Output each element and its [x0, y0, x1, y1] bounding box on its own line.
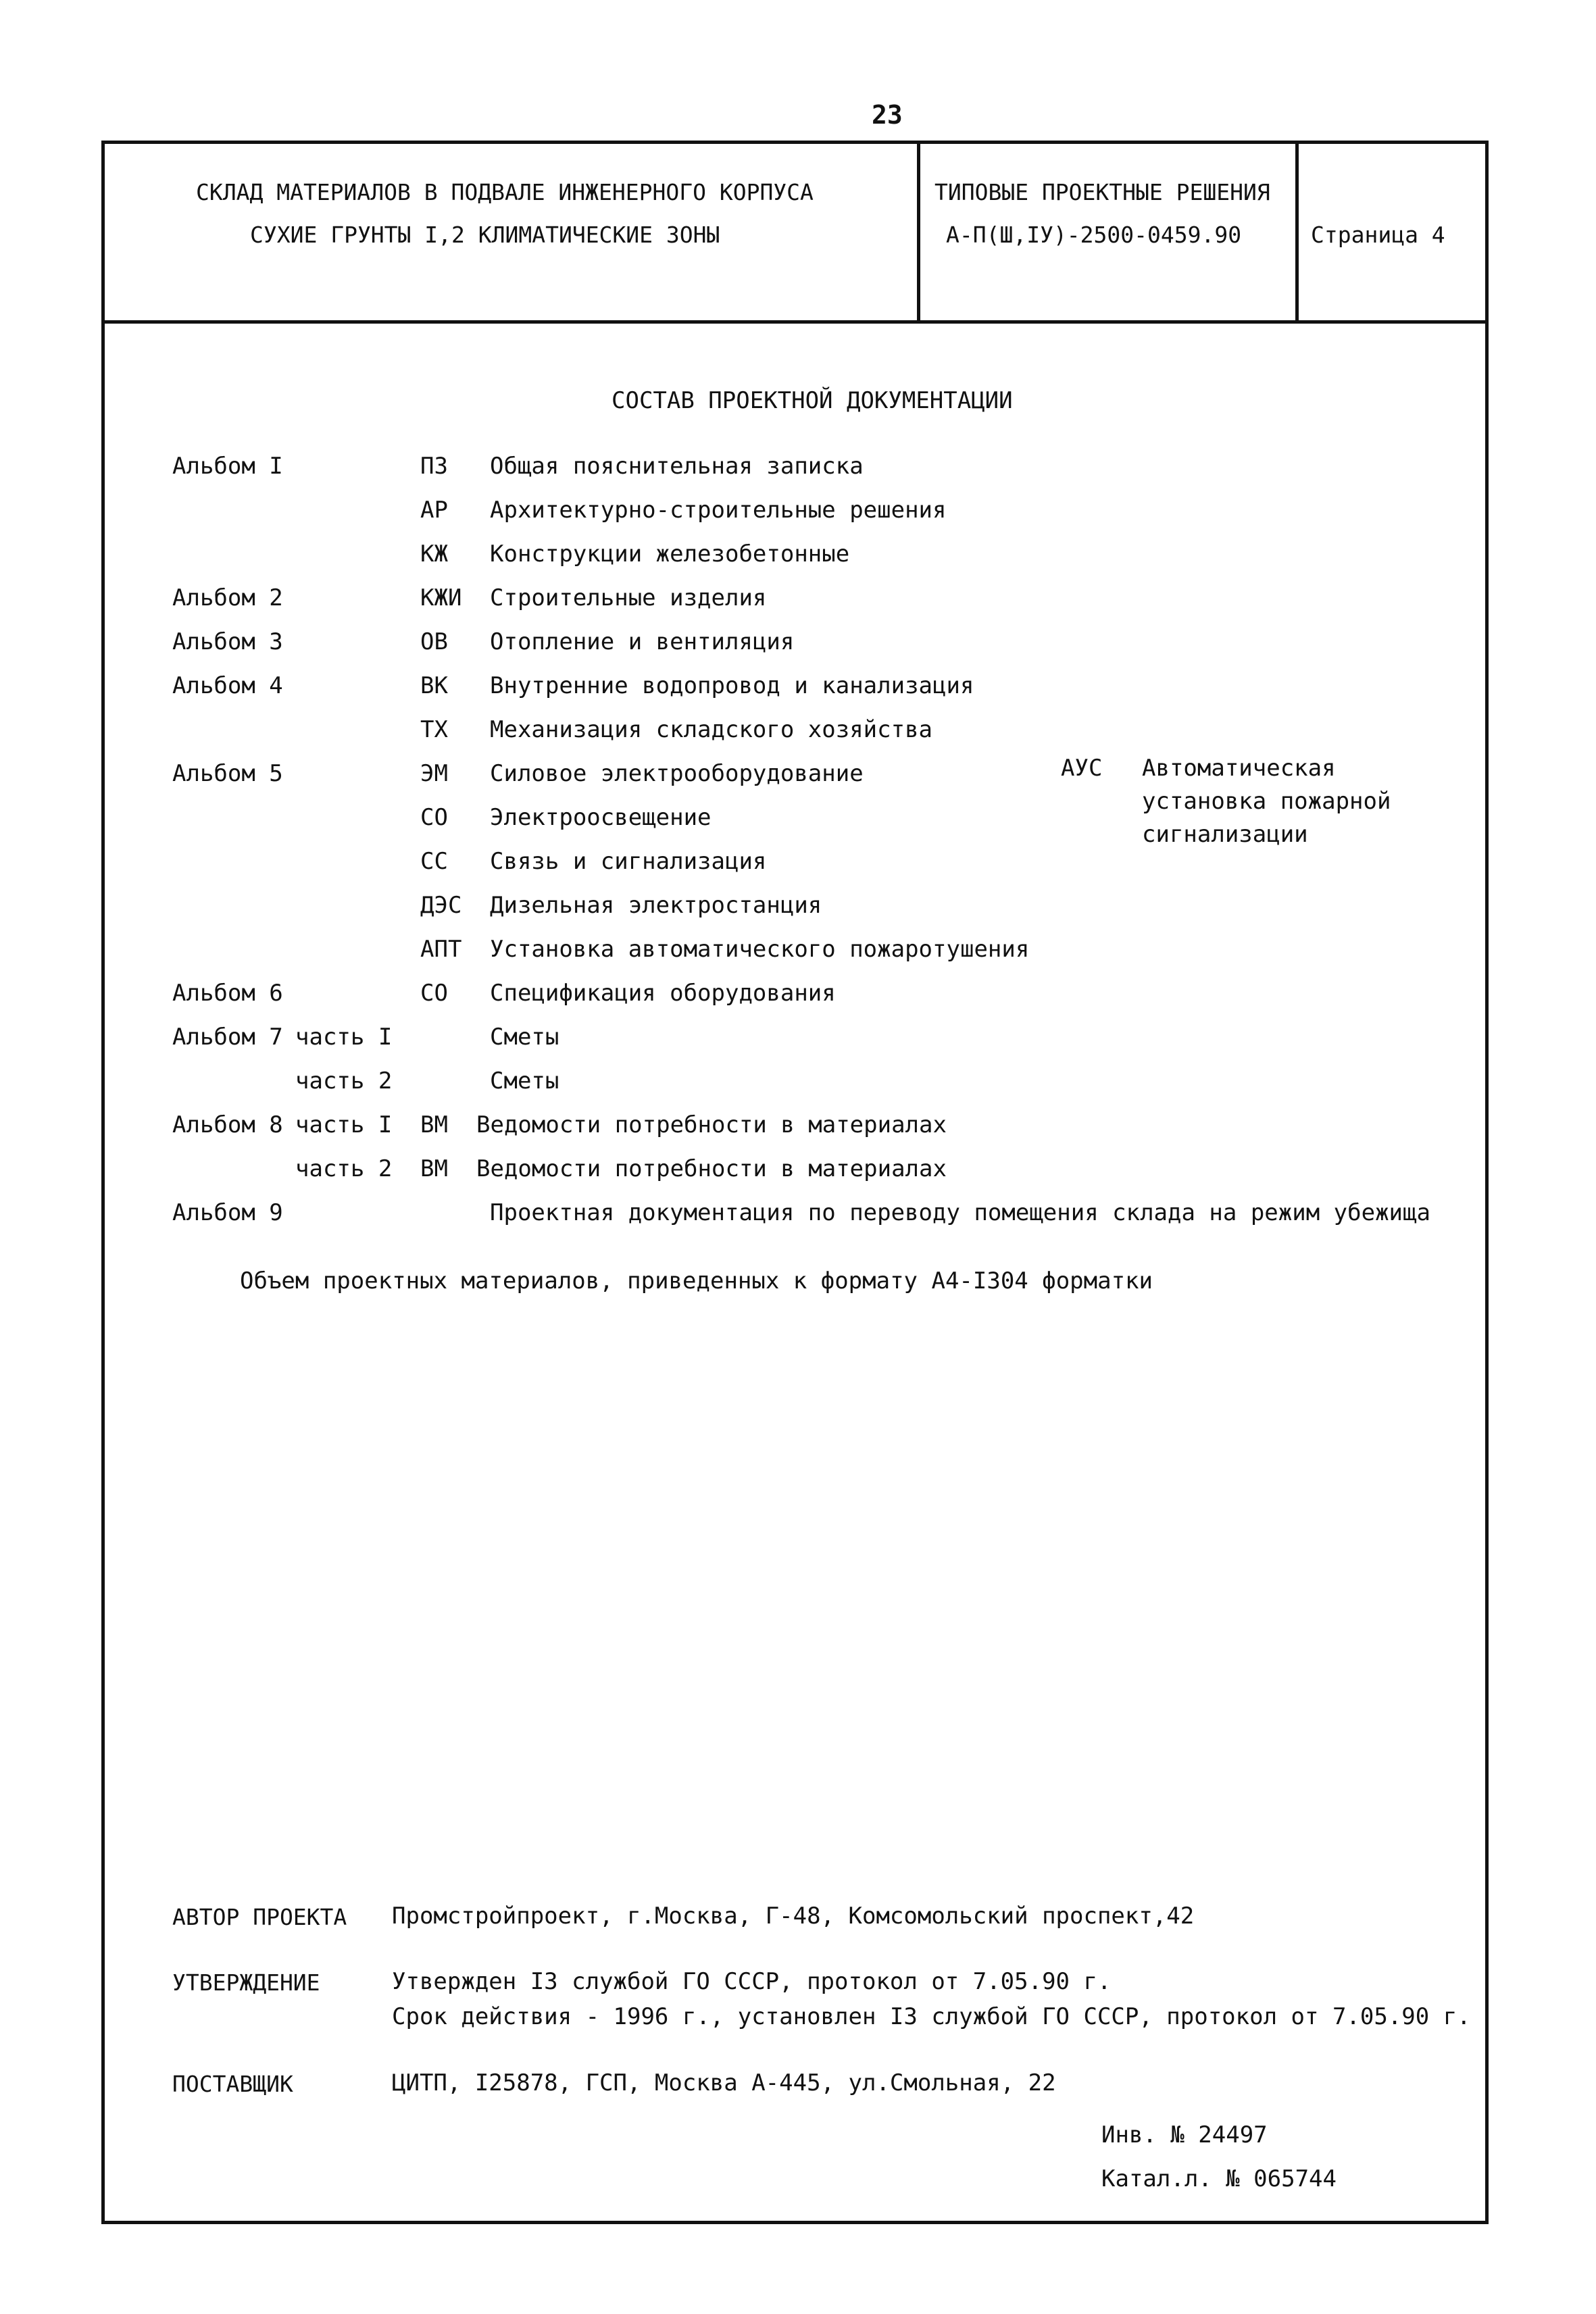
row-title: Сметы — [490, 1067, 559, 1095]
side-note-line2: установка пожарной — [1142, 788, 1391, 815]
row-code: КЖ — [420, 540, 448, 568]
row-code: СС — [420, 848, 448, 875]
row-code: ТХ — [420, 716, 448, 743]
page-number: 23 — [872, 100, 903, 130]
row-title: Проектная документация по переводу помещения склада на режим убежища — [490, 1199, 1430, 1226]
row-album: Альбом 6 — [172, 980, 283, 1007]
supplier-label: ПОСТАВЩИК — [172, 2071, 293, 2097]
row-title: Механизация складского хозяйства — [490, 716, 933, 743]
supplier-value: ЦИТП, I25878, ГСП, Москва А-445, ул.Смольная, 22 — [392, 2069, 1056, 2096]
approval-line1: Утвержден I3 службой ГО СССР, протокол от 7.05.90 г. — [392, 1968, 1112, 1995]
catalog-number: Катал.л. № 065744 — [1101, 2165, 1337, 2192]
side-note-line3: сигнализации — [1142, 821, 1308, 848]
row-code: ДЭС — [420, 892, 462, 919]
volume-text: Объем проектных материалов, приведенных к формату А4-I304 форматки — [240, 1267, 1153, 1294]
header-title-line2: СУХИЕ ГРУНТЫ I,2 КЛИМАТИЧЕСКИЕ ЗОНЫ — [250, 222, 720, 248]
row-part: часть 2 — [295, 1067, 393, 1095]
row-album: Альбом 9 — [172, 1199, 283, 1226]
row-title: Строительные изделия — [490, 584, 767, 611]
approval-line2: Срок действия - 1996 г., установлен I3 службой ГО СССР, протокол от 7.05.90 г. — [392, 2003, 1471, 2030]
row-title: Ведомости потребности в материалах — [476, 1111, 947, 1138]
row-code: ВМ — [420, 1155, 448, 1182]
row-code: АПТ — [420, 936, 462, 963]
row-part: часть I — [295, 1024, 393, 1051]
row-code: КЖИ — [420, 584, 462, 611]
row-title: Силовое электрооборудование — [490, 760, 864, 787]
row-album: Альбом 8 — [172, 1111, 283, 1138]
row-code: СО — [420, 980, 448, 1007]
row-title: Конструкции железобетонные — [490, 540, 850, 568]
row-album: Альбом 3 — [172, 628, 283, 655]
row-part: часть 2 — [295, 1155, 393, 1182]
header-series-line1: ТИПОВЫЕ ПРОЕКТНЫЕ РЕШЕНИЯ — [934, 179, 1270, 205]
author-label: АВТОР ПРОЕКТА — [172, 1904, 347, 1930]
inventory-number: Инв. № 24497 — [1101, 2121, 1268, 2148]
row-title: Общая пояснительная записка — [490, 453, 864, 480]
row-album: Альбом I — [172, 453, 283, 480]
header-page-label: Страница 4 — [1311, 222, 1445, 248]
row-title: Спецификация оборудования — [490, 980, 836, 1007]
header-divider — [101, 320, 1489, 324]
row-title: Архитектурно-строительные решения — [490, 497, 947, 524]
row-title: Дизельная электростанция — [490, 892, 822, 919]
row-album: Альбом 2 — [172, 584, 283, 611]
header-series-code: А-П(Ш,IУ)-2500-0459.90 — [946, 222, 1242, 248]
side-note-code: АУС — [1061, 755, 1103, 782]
row-part: часть I — [295, 1111, 393, 1138]
row-code: ЭМ — [420, 760, 448, 787]
row-album: Альбом 7 — [172, 1024, 283, 1051]
row-title: Отопление и вентиляция — [490, 628, 795, 655]
row-code: АР — [420, 497, 448, 524]
row-title: Установка автоматического пожаротушения — [490, 936, 1030, 963]
header-column-divider-1 — [917, 141, 920, 323]
approval-label: УТВЕРЖДЕНИЕ — [172, 1969, 320, 1996]
row-title: Внутренние водопровод и канализация — [490, 672, 974, 699]
row-code: ОВ — [420, 628, 448, 655]
author-value: Промстройпроект, г.Москва, Г-48, Комсомольский проспект,42 — [392, 1903, 1195, 1930]
row-code: СО — [420, 804, 448, 831]
row-code: ВМ — [420, 1111, 448, 1138]
row-code: ПЗ — [420, 453, 448, 480]
row-album: Альбом 5 — [172, 760, 283, 787]
row-title: Сметы — [490, 1024, 559, 1051]
side-note-line1: Автоматическая — [1142, 755, 1336, 782]
row-album: Альбом 4 — [172, 672, 283, 699]
section-heading: СОСТАВ ПРОЕКТНОЙ ДОКУМЕНТАЦИИ — [612, 387, 1013, 414]
row-title: Ведомости потребности в материалах — [476, 1155, 947, 1182]
row-title: Связь и сигнализация — [490, 848, 767, 875]
row-title: Электроосвещение — [490, 804, 712, 831]
header-title-line1: СКЛАД МАТЕРИАЛОВ В ПОДВАЛЕ ИНЖЕНЕРНОГО КОРПУСА — [196, 179, 814, 205]
row-code: ВК — [420, 672, 448, 699]
header-column-divider-2 — [1295, 141, 1299, 323]
